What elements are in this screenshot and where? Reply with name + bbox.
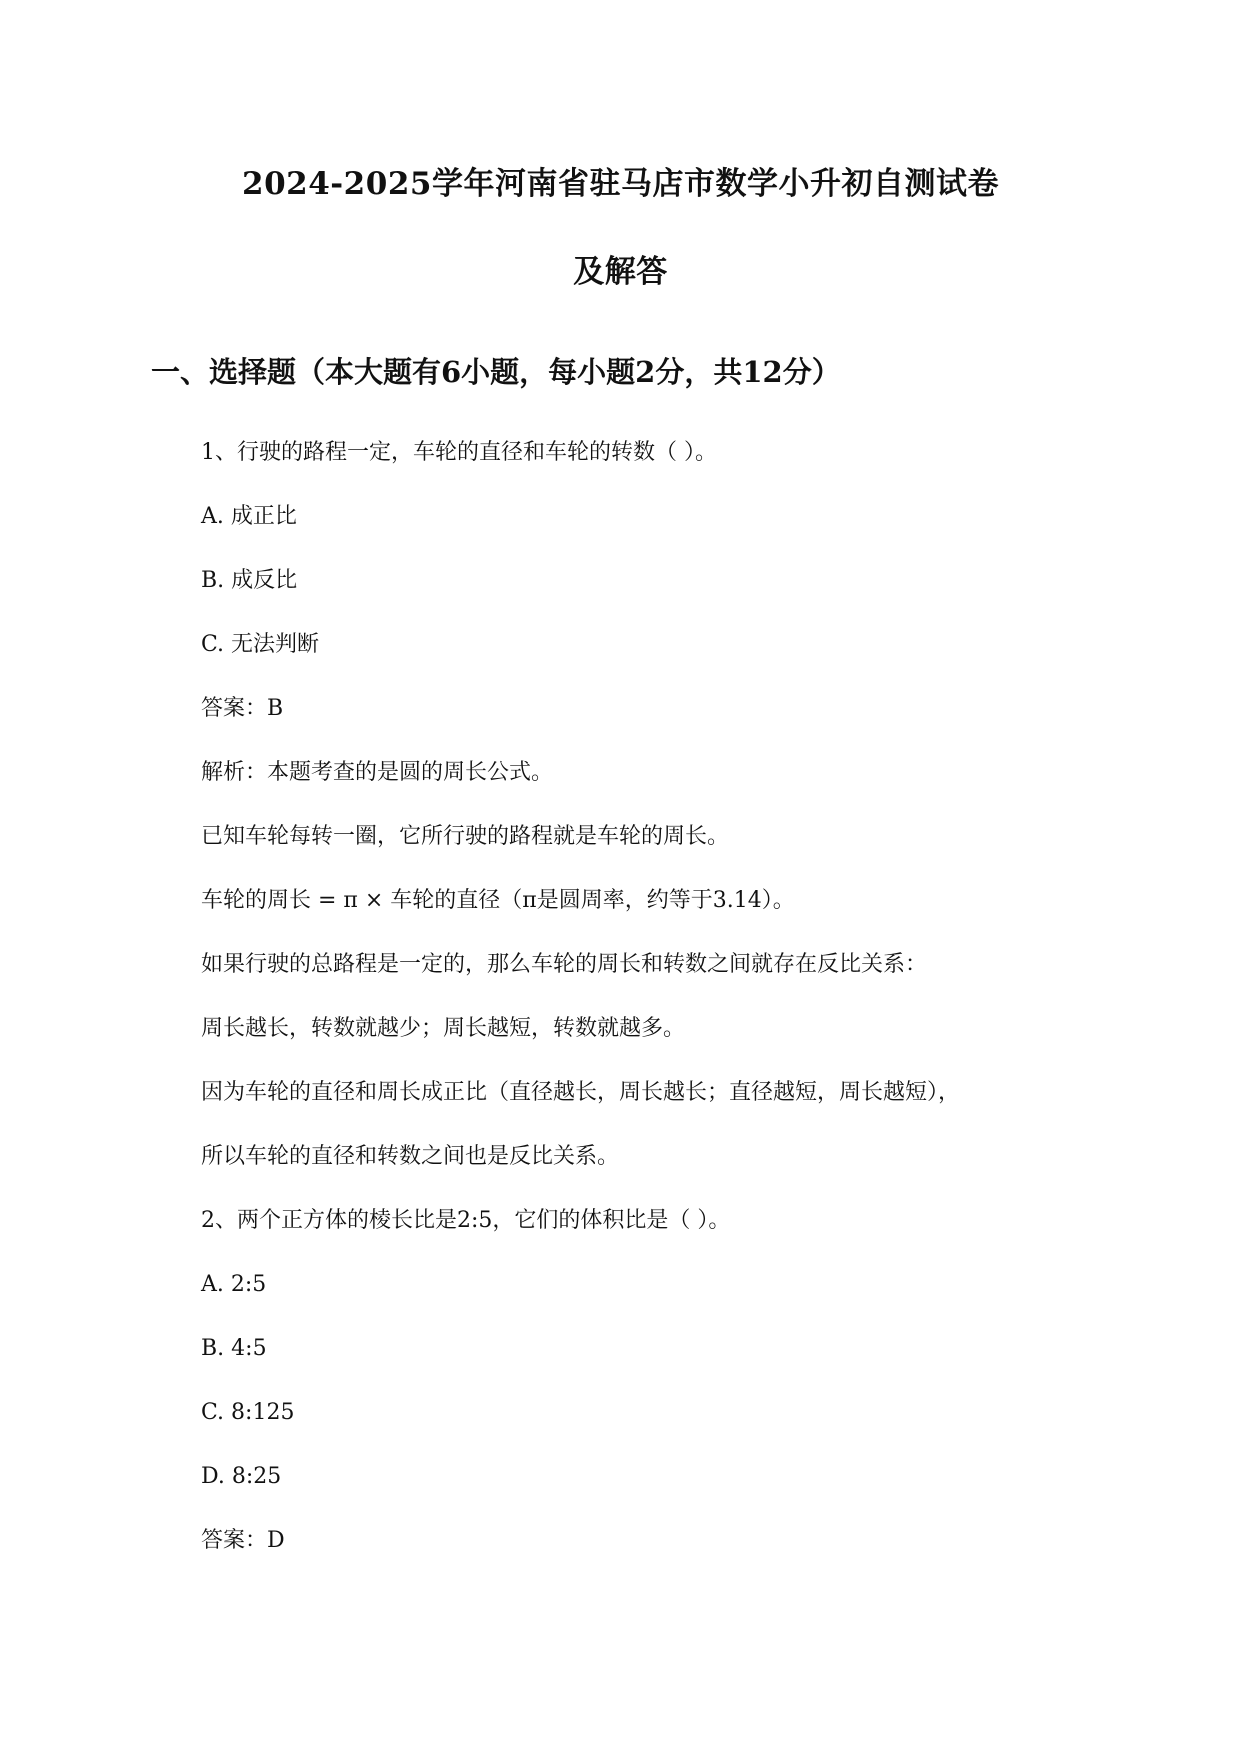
question-1-analysis-line: 解析：本题考查的是圆的周长公式。 (201, 760, 554, 785)
question-1-analysis-line: 因为车轮的直径和周长成正比（直径越长，周长越长；直径越短，周长越短）， (201, 1080, 961, 1105)
question-1-option-b: B. 成反比 (201, 568, 298, 593)
section-heading: 一、选择题（本大题有6小题，每小题2分，共12分） (151, 355, 841, 389)
question-1-analysis-line: 已知车轮每转一圈，它所行驶的路程就是车轮的周长。 (201, 824, 730, 849)
question-2-stem: 2、两个正方体的棱长比是2:5，它们的体积比是（ ）。 (201, 1208, 731, 1233)
question-1-analysis-line: 周长越长，转数就越少；周长越短，转数就越多。 (201, 1016, 686, 1041)
question-2-answer: 答案：D (201, 1528, 285, 1553)
question-1-option-c: C. 无法判断 (201, 632, 320, 657)
question-2-option-d: D. 8:25 (201, 1464, 282, 1489)
document-title-line-1: 2024-2025学年河南省驻马店市数学小升初自测试卷 (242, 166, 999, 202)
question-1-stem: 1、行驶的路程一定，车轮的直径和车轮的转数（ ）。 (201, 440, 717, 465)
document-title-line-2: 及解答 (573, 254, 668, 290)
question-1-analysis-line: 所以车轮的直径和转数之间也是反比关系。 (201, 1144, 620, 1169)
question-1-analysis-line: 车轮的周长 = π × 车轮的直径（π是圆周率，约等于3.14）。 (201, 888, 795, 913)
question-2-option-b: B. 4:5 (201, 1336, 267, 1361)
question-2-option-a: A. 2:5 (201, 1272, 267, 1297)
question-1-option-a: A. 成正比 (201, 504, 297, 529)
question-2-option-c: C. 8:125 (201, 1400, 295, 1425)
question-1-analysis-line: 如果行驶的总路程是一定的，那么车轮的周长和转数之间就存在反比关系： (201, 952, 928, 977)
question-1-answer: 答案：B (201, 696, 284, 721)
